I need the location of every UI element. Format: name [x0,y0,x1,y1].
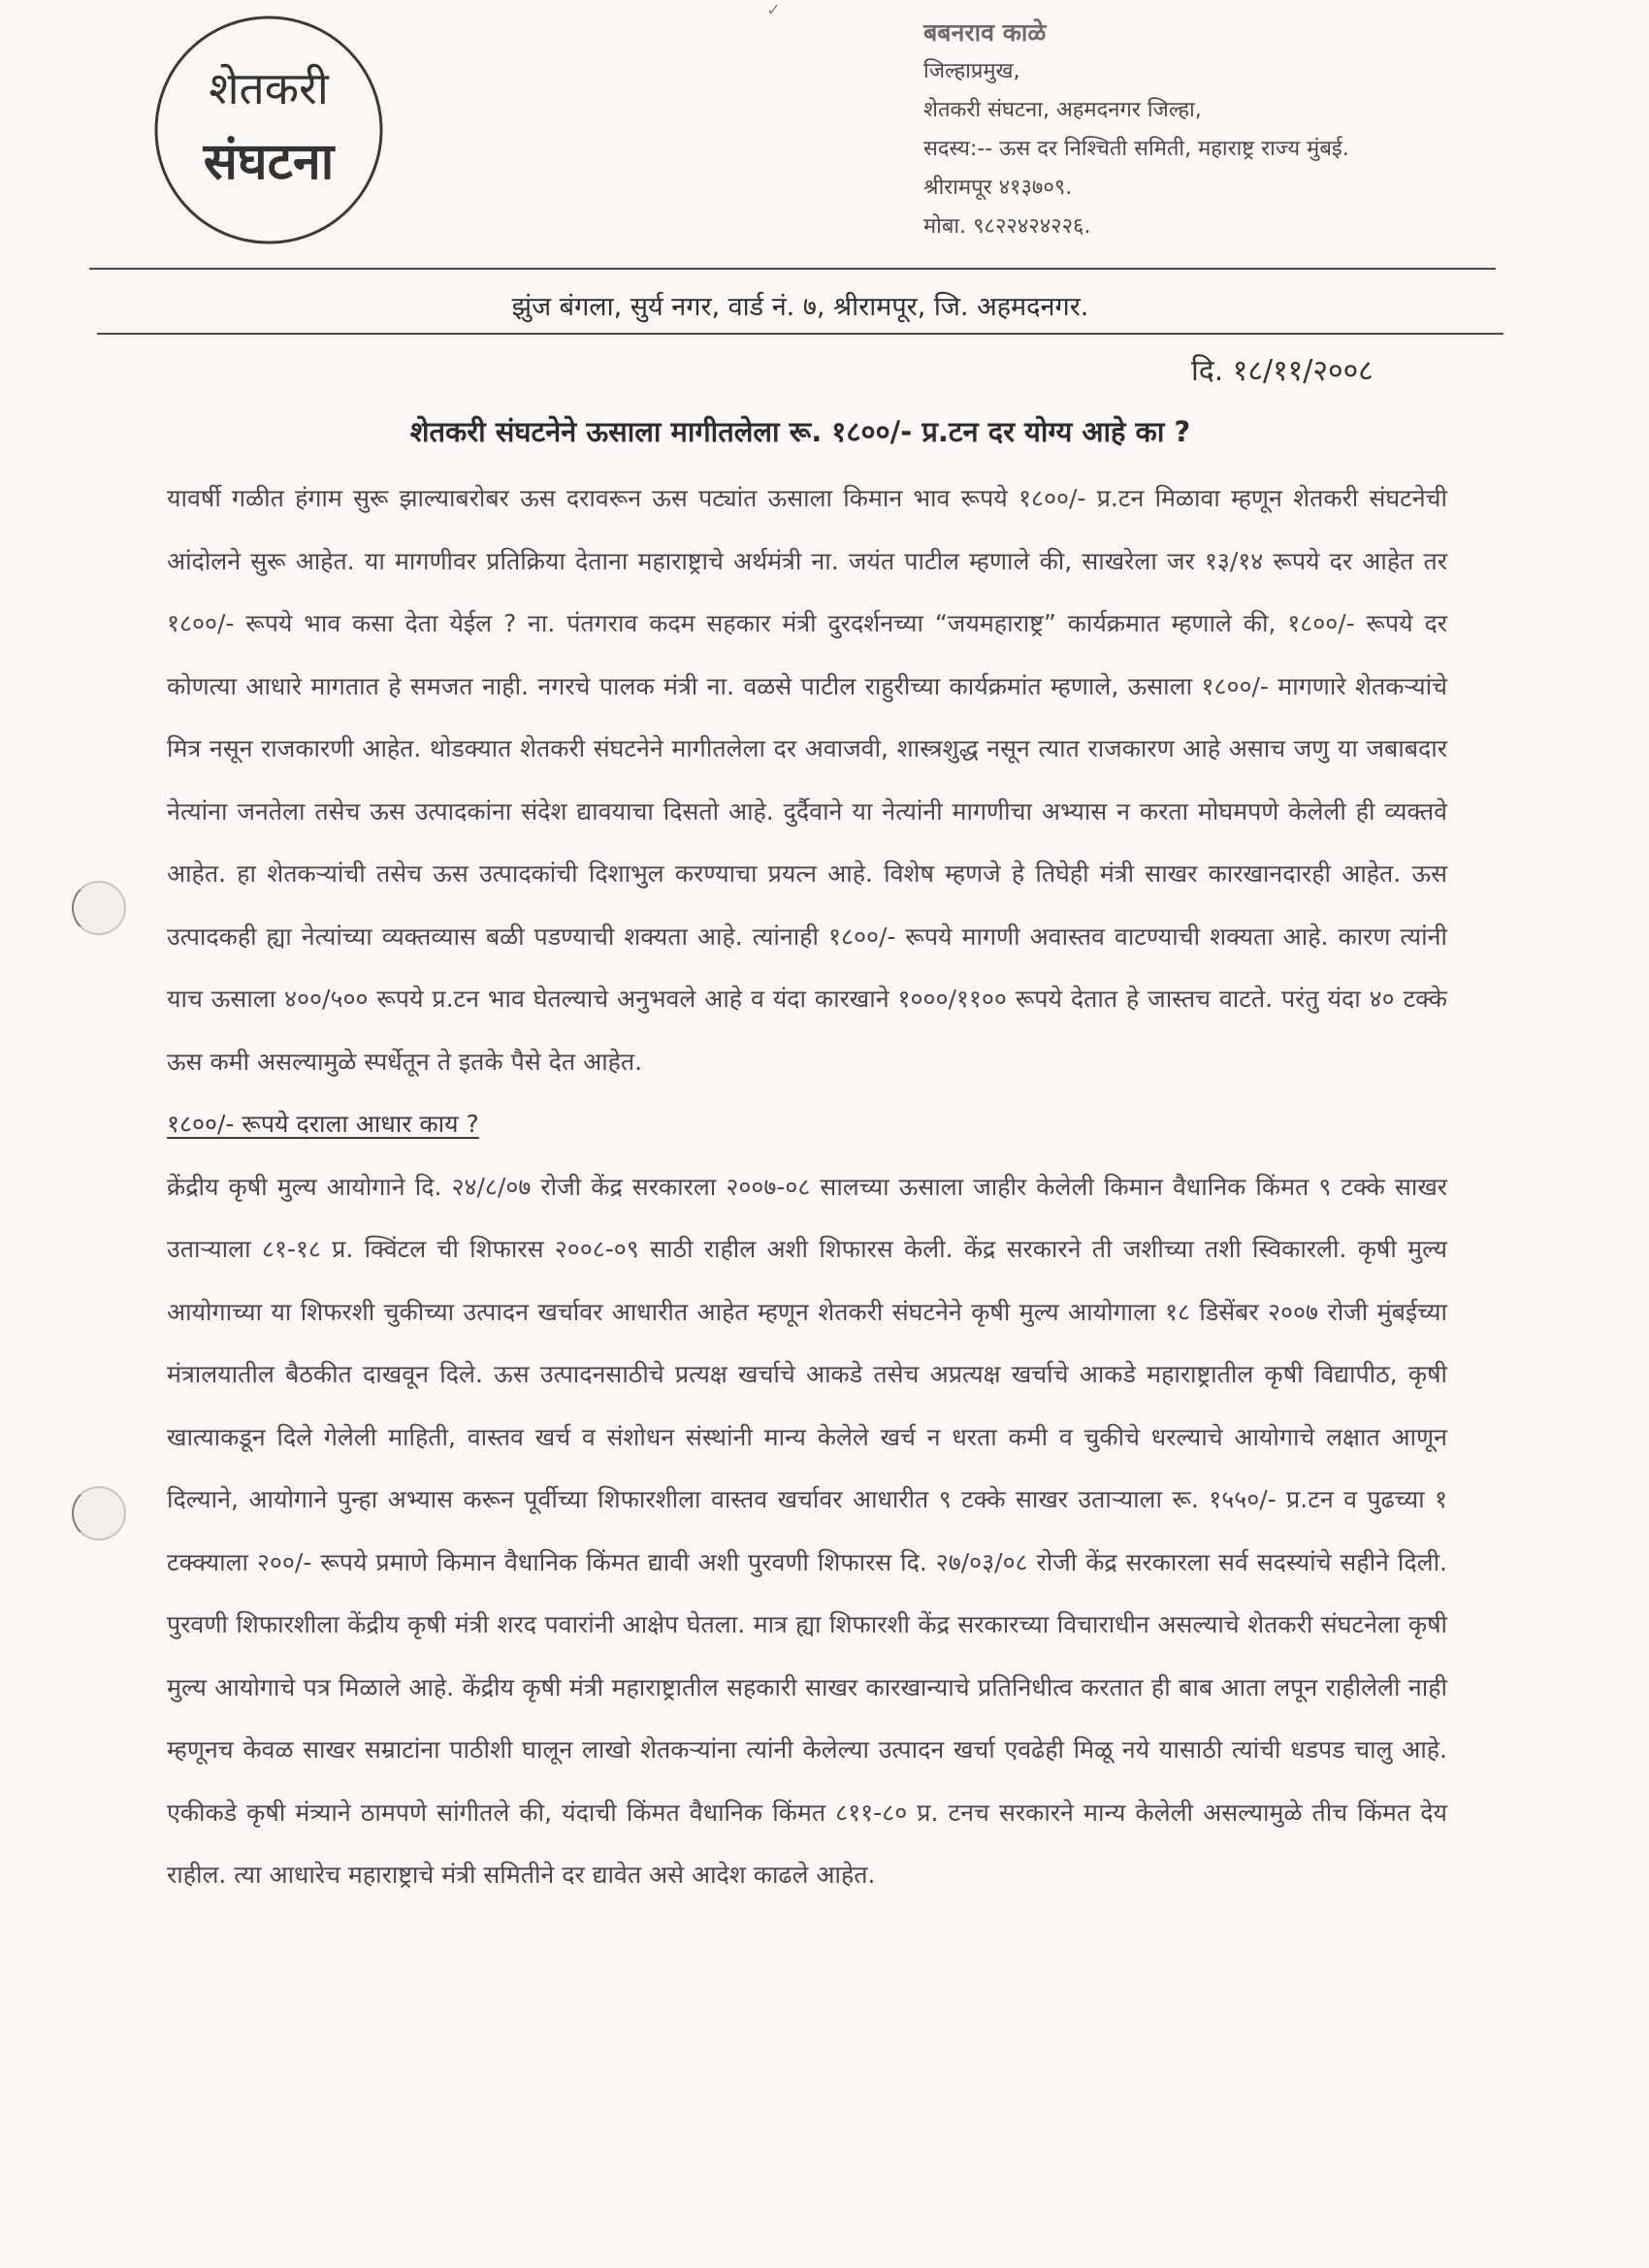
seal-bottom-text: संघटना [203,133,335,191]
header-divider-top [89,268,1496,270]
check-mark-icon: ✓ [766,0,782,20]
sender-organization: शेतकरी संघटना, अहमदनगर जिल्हा, [923,98,1202,122]
sender-city: श्रीरामपूर ४१३७०९. [923,176,1073,200]
sender-designation: जिल्हाप्रमुख, [923,59,1020,83]
header-divider-bottom [97,333,1504,335]
article-title: शेतकरी संघटनेने ऊसाला मागीतलेला रू. १८००/- प्र.टन दर योग्य आहे का ? [409,415,1191,448]
organization-seal [150,12,388,249]
punch-hole-upper [72,881,126,935]
section-subheading: १८००/- रूपये दराला आधार काय ? [167,1110,479,1138]
article-body [167,468,1447,1907]
letter-date: दि. १८/११/२००८ [1191,354,1374,388]
sender-name: बबनराव काळे [923,18,1047,47]
seal-top-text: शेतकरी [209,62,329,114]
office-address: झुंज बंगला, सुर्य नगर, वार्ड नं. ७, श्रीरामपूर, जि. अहमदनगर. [511,292,1089,322]
paragraph-basis: क्रेंद्रीय कृषी मुल्य आयोगाने दि. २४/८/०७ रोजी केंद्र सरकारला २००७-०८ सालच्या ऊसाला जाहीर केलेली किमान वैधानिक किंमत ९ टक्के साखर उताऱ्याला ८१-१८ प्र. क्विंटल ची शिफारस २००८-०९ साठी राहील अशी शिफारस केली. केंद्र सरकारने ती जशीच्या तशी स्विकारली. कृषी मुल्य आयोगाच्या या शिफरशी चुकीच्या उत्पादन खर्चावर आधारीत आहेत म्हणून शेतकरी संघटनेने कृषी मुल्य आयोगाला १८ डिसेंबर २००७ रोजी मुंबईच्या मंत्रालयातील बैठकीत दाखवून दिले. ऊस उत्पादनसाठीचे प्रत्यक्ष खर्चाचे आकडे तसेच अप्रत्यक्ष खर्चाचे आकडे महाराष्ट्रातील कृषी विद्यापीठ, कृषी खात्याकडून दिले गेलेली माहिती, वास्तव खर्च व संशोधन संस्थांनी मान्य केलेले खर्च न धरता कमी व चुकीचे धरल्याचे आयोगाचे लक्षात आणून दिल्याने, आयोगाने पुन्हा अभ्यास करून पूर्वीच्या शिफारशीला वास्तव खर्चावर आधारीत ९ टक्के साखर उताऱ्याला रू. १५५०/- प्र.टन व पुढच्या १ टक्क्याला २००/- रूपये प्रमाणे किमान वैधानिक किंमत द्यावी अशी पुरवणी शिफारस दि. २७/०३/०८ रोजी केंद्र सरकारला सर्व सदस्यांचे सहीने दिली. पुरवणी शिफारशीला केंद्रीय कृषी मंत्री शरद पवारांनी आक्षेप घेतला. मात्र ह्या शिफारशी केंद्र सरकारच्या विचाराधीन असल्याचे शेतकरी संघटनेला कृषी मुल्य आयोगाचे पत्र मिळाले आहे. केंद्रीय कृषी मंत्री महाराष्ट्रातील सहकारी साखर कारखान्याचे प्रतिनिधीत्व करतात ही बाब आता लपून राहीलेली नाही म्हणूनच केवळ साखर सम्राटांना पाठीशी घालून लाखो शेतकऱ्यांना त्यांनी केलेल्या उत्पादन खर्चा एवढेही मिळू नये यासाठी त्यांची धडपड चालु आहे. एकीकडे कृषी मंत्र्याने ठामपणे सांगीतले की, यंदाची किंमत वैधानिक किंमत ८११-८० प्र. टनच सरकारने मान्य केलेली असल्यामुळे तीच किंमत देय राहील. त्या आधारेच महाराष्ट्राचे मंत्री समितीने दर द्यावेत असे आदेश काढले आहेत. [167,1172,1447,1889]
sender-mobile: मोबा. ९८२२४२४२२६. [923,214,1091,239]
sender-membership: सदस्य:-- ऊस दर निश्चिती समिती, महाराष्ट्र राज्य मुंबई. [923,137,1349,161]
sender-block [923,14,1544,246]
paragraph-intro: यावर्षी गळीत हंगाम सुरू झाल्याबरोबर ऊस दरावरून ऊस पट्यांत ऊसाला किमान भाव रूपये १८००/- प्र.टन मिळावा म्हणून शेतकरी संघटनेची आंदोलने सुरू आहेत. या मागणीवर प्रतिक्रिया देताना महाराष्ट्राचे अर्थमंत्री ना. जयंत पाटील म्हणाले की, साखरेला जर १३/१४ रूपये दर आहेत तर १८००/- रूपये भाव कसा देता येईल ? ना. पंतगराव कदम सहकार मंत्री दुरदर्शनच्या “जयमहाराष्ट्र” कार्यक्रमात म्हणाले की, १८००/- रूपये दर कोणत्या आधारे मागतात हे समजत नाही. नगरचे पालक मंत्री ना. वळसे पाटील राहुरीच्या कार्यक्रमांत म्हणाले, ऊसाला १८००/- मागणारे शेतकऱ्यांचे मित्र नसून राजकारणी आहेत. थोडक्यात शेतकरी संघटनेने मागीतलेला दर अवाजवी, शास्त्रशुद्ध नसून त्यात राजकारण आहे असाच जणु या जबाबदार नेत्यांना जनतेला तसेच ऊस उत्पादकांना संदेश द्यावयाचा दिसतो आहे. दुर्दैवाने या नेत्यांनी मागणीचा अभ्यास न करता मोघमपणे केलेली ही व्यक्तवे आहेत. हा शेतकऱ्यांची तसेच ऊस उत्पादकांची दिशाभुल करण्याचा प्रयत्न आहे. विशेष म्हणजे हे तिघेही मंत्री साखर कारखानदारही आहेत. ऊस उत्पादकही ह्या नेत्यांच्या व्यक्तव्यास बळी पडण्याची शक्यता आहे. त्यांनाही १८००/- रूपये मागणी अवास्तव वाटण्याची शक्यता आहे. कारण त्यांनी याच ऊसाला ४००/५०० रूपये प्र.टन भाव घेतल्याचे अनुभवले आहे व यंदा कारखाने १०००/११०० रूपये देतात हे जास्तच वाटते. परंतु यंदा ४० टक्के ऊस कमी असल्यामुळे स्पर्धेतून ते इतके पैसे देत आहेत. [167,484,1447,1076]
punch-hole-lower [72,1486,126,1540]
